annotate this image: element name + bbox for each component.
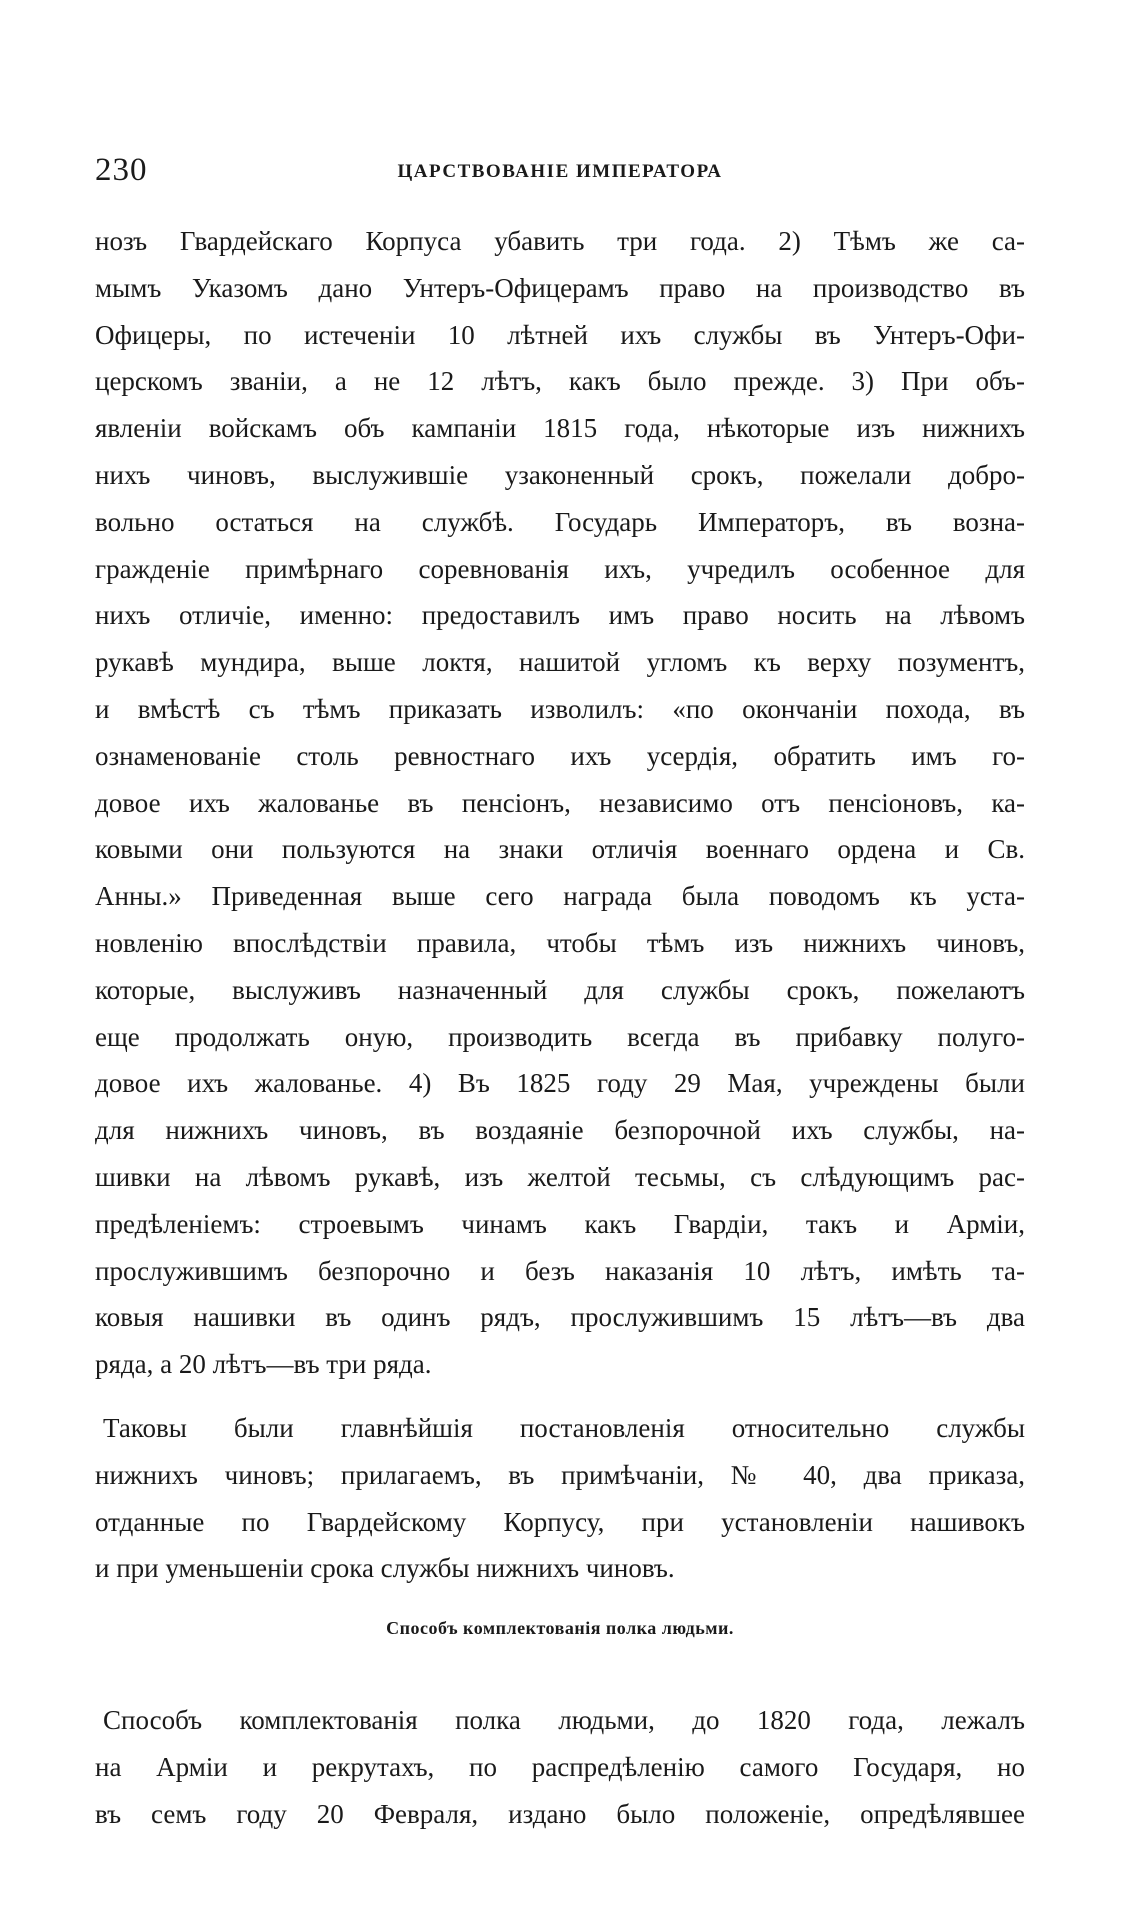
- text-line: гражденіе примѣрнаго соревнованія ихъ, учредилъ особенное для: [95, 553, 1025, 584]
- text-line: и при уменьшеніи срока службы нижнихъ чиновъ.: [95, 1553, 675, 1584]
- section-heading: Способъ комплектованія полка людьми.: [386, 1618, 734, 1638]
- text-line: ряда, а 20 лѣтъ—въ три ряда.: [95, 1349, 432, 1380]
- paragraph-3: [95, 1697, 1025, 1837]
- text-line: нихъ чиновъ, выслужившіе узаконенный срокъ, пожелали добро-: [95, 459, 1025, 490]
- running-title: ЦАРСТВОВАНІЕ ИМПЕРАТОРА: [397, 161, 723, 182]
- text-line: ковыя нашивки въ одинъ рядъ, прослужившимъ 15 лѣтъ—въ два: [95, 1302, 1025, 1333]
- text-line: отданные по Гвардейскому Корпусу, при установленіи нашивокъ: [95, 1506, 1025, 1537]
- text-line: довое ихъ жалованье въ пенсіонъ, независимо отъ пенсіоновъ, ка-: [95, 787, 1025, 818]
- text-line: довое ихъ жалованье. 4) Въ 1825 году 29 Мая, учреждены были: [95, 1068, 1025, 1099]
- text-line: прослужившимъ безпорочно и безъ наказанія 10 лѣтъ, имѣть та-: [95, 1255, 1025, 1286]
- text-line: еще продолжать оную, производить всегда въ прибавку полуго-: [95, 1021, 1025, 1052]
- text-line: ознаменованіе столь ревностнаго ихъ усердія, обратить имъ го-: [95, 740, 1025, 771]
- text-line: въ семъ году 20 Февраля, издано было положеніе, опредѣлявшее: [95, 1798, 1025, 1829]
- text-line: которые, выслуживъ назначенный для службы срокъ, пожелаютъ: [95, 974, 1025, 1005]
- text-line: предѣленіемъ: строевымъ чинамъ какъ Гвардіи, такъ и Арміи,: [95, 1208, 1025, 1239]
- text-line: вольно остаться на службѣ. Государь Императоръ, въ возна-: [95, 506, 1025, 537]
- running-head: [95, 152, 1025, 192]
- text-line: мымъ Указомъ дано Унтеръ-Офицерамъ право на производство въ: [95, 272, 1025, 303]
- text-line: Анны.» Приведенная выше сего награда была поводомъ къ уста-: [95, 881, 1025, 912]
- text-line: явленіи войскамъ объ кампаніи 1815 года, нѣкоторые изъ нижнихъ: [95, 413, 1025, 444]
- text-line: и вмѣстѣ съ тѣмъ приказать изволилъ: «по окончаніи похода, въ: [95, 693, 1025, 724]
- text-line: на Арміи и рекрутахъ, по распредѣленію самого Государя, но: [95, 1751, 1025, 1782]
- text-line: шивки на лѣвомъ рукавѣ, изъ желтой тесьмы, съ слѣдующимъ рас-: [95, 1161, 1025, 1192]
- text-line: рукавѣ мундира, выше локтя, нашитой угломъ къ верху позументъ,: [95, 647, 1025, 678]
- text-line: для нижнихъ чиновъ, въ воздаяніе безпорочной ихъ службы, на-: [95, 1115, 1025, 1146]
- text-line: церскомъ званіи, а не 12 лѣтъ, какъ было прежде. 3) При объ-: [95, 366, 1025, 397]
- text-line: ковыми они пользуются на знаки отличія военнаго ордена и Св.: [95, 834, 1025, 865]
- page-number: 230: [95, 152, 148, 188]
- text-line: нижнихъ чиновъ; прилагаемъ, въ примѣчаніи, № 40, два приказа,: [95, 1459, 1025, 1490]
- text-line: Способъ комплектованія полка людьми, до 1820 года, лежалъ: [103, 1705, 1025, 1735]
- book-page: [95, 0, 1025, 1905]
- text-line: нихъ отличіе, именно: предоставилъ имъ право носить на лѣвомъ: [95, 600, 1025, 631]
- text-line: нозъ Гвардейскаго Корпуса убавить три года. 2) Тѣмъ же са-: [95, 226, 1025, 256]
- text-line: новленію впослѣдствіи правила, чтобы тѣмъ изъ нижнихъ чиновъ,: [95, 927, 1025, 958]
- paragraph-1: [95, 218, 1025, 1388]
- paragraph-2: [95, 1405, 1025, 1592]
- text-line: Офицеры, по истеченіи 10 лѣтней ихъ службы въ Унтеръ-Офи-: [95, 319, 1025, 350]
- text-line: Таковы были главнѣйшія постановленія относительно службы: [103, 1413, 1025, 1443]
